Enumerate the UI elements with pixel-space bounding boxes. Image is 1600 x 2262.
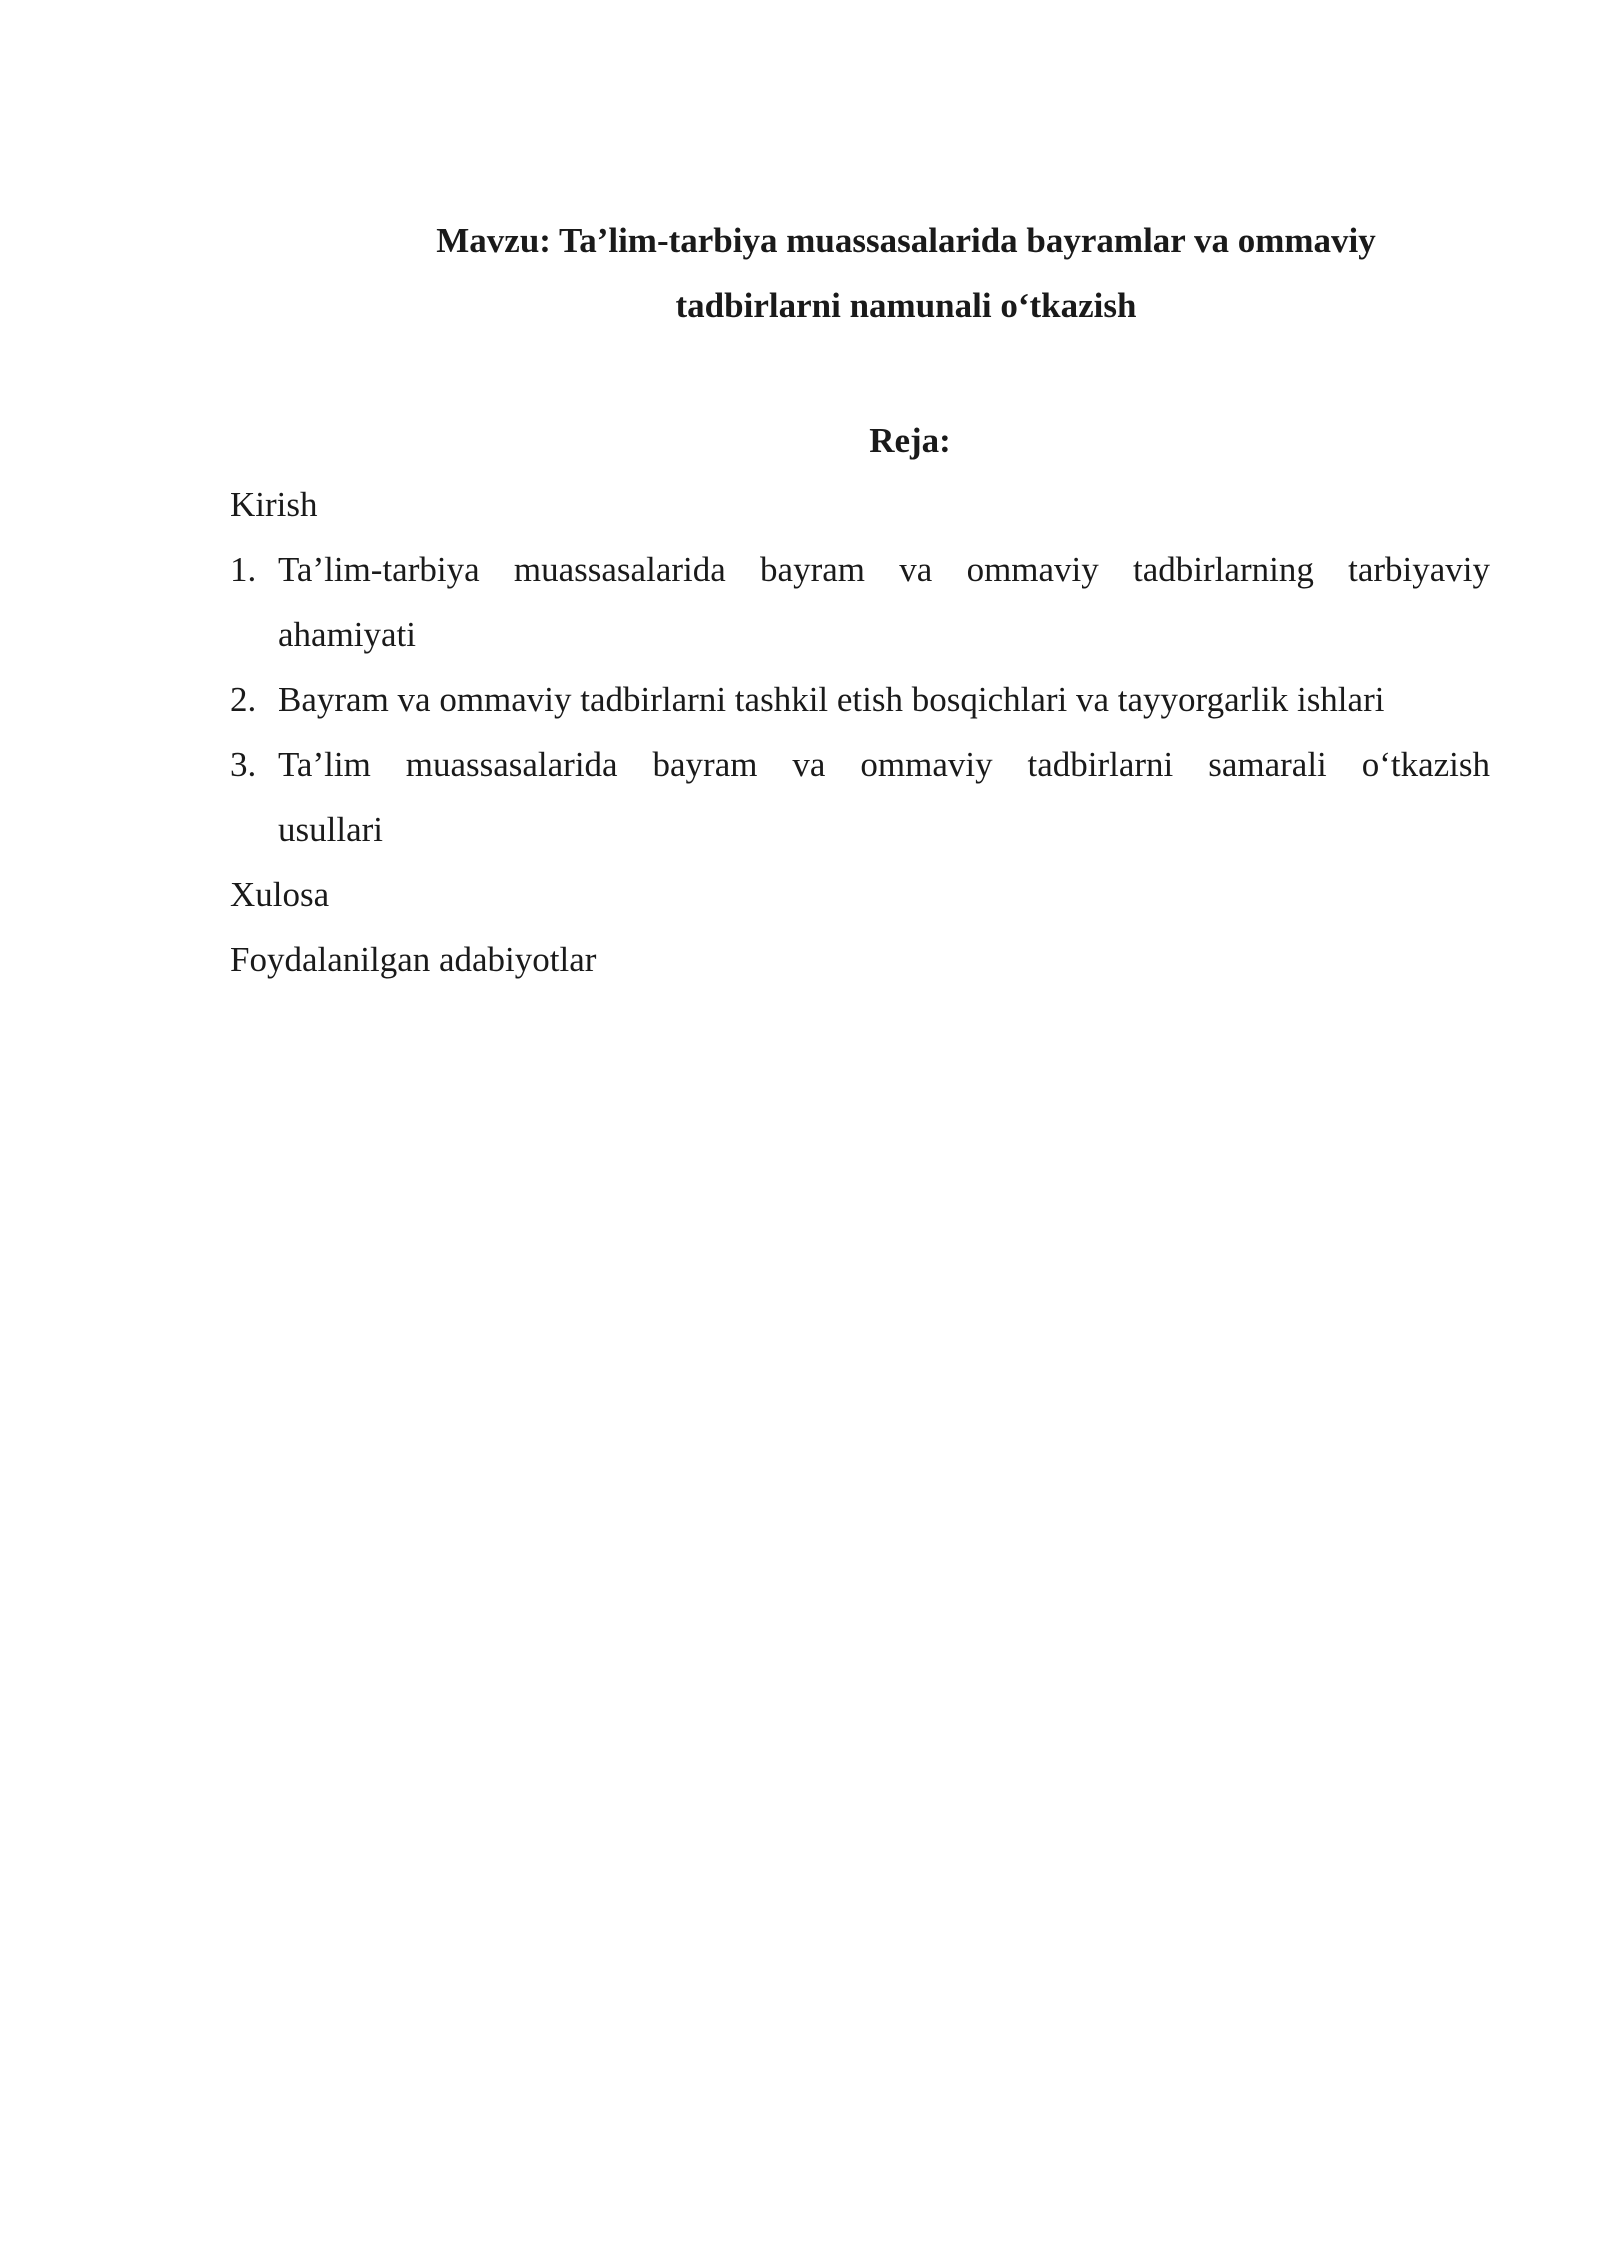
plan-list xyxy=(230,472,1490,992)
plan-item-line-1: Bayram va ommaviy tadbirlarni tashkil etish bosqichlari va tayyorgarlik ishlari xyxy=(278,680,1385,719)
plan-item xyxy=(230,732,1490,862)
plan-intro: Kirish xyxy=(230,485,318,524)
plan-heading: Reja: xyxy=(869,421,951,460)
plan-item xyxy=(230,667,1490,732)
plan-item-line-1: Ta’lim muassasalarida bayram va ommaviy tadbirlarni samarali o‘tkazish xyxy=(278,745,1490,784)
title-line-1: Mavzu: Ta’lim-tarbiya muassasalarida bayramlar va ommaviy xyxy=(436,221,1376,260)
plan-item-number: 2. xyxy=(230,680,257,719)
plan-item-number: 1. xyxy=(230,550,257,589)
plan-references: Foydalanilgan adabiyotlar xyxy=(230,940,597,979)
title-line-2: tadbirlarni namunali o‘tkazish xyxy=(675,286,1137,325)
plan-item xyxy=(230,537,1490,667)
plan-item-number: 3. xyxy=(230,745,257,784)
document-title xyxy=(300,208,1512,338)
plan-item-line-2: usullari xyxy=(278,810,383,849)
plan-item-text xyxy=(278,732,1490,862)
plan-item-line-2: ahamiyati xyxy=(278,615,417,654)
plan-item-text xyxy=(278,667,1490,732)
plan-conclusion: Xulosa xyxy=(230,875,330,914)
plan-item-line-1: Ta’lim-tarbiya muassasalarida bayram va ommaviy tadbirlarning tarbiyaviy xyxy=(278,550,1490,589)
plan-item-text xyxy=(278,537,1490,667)
